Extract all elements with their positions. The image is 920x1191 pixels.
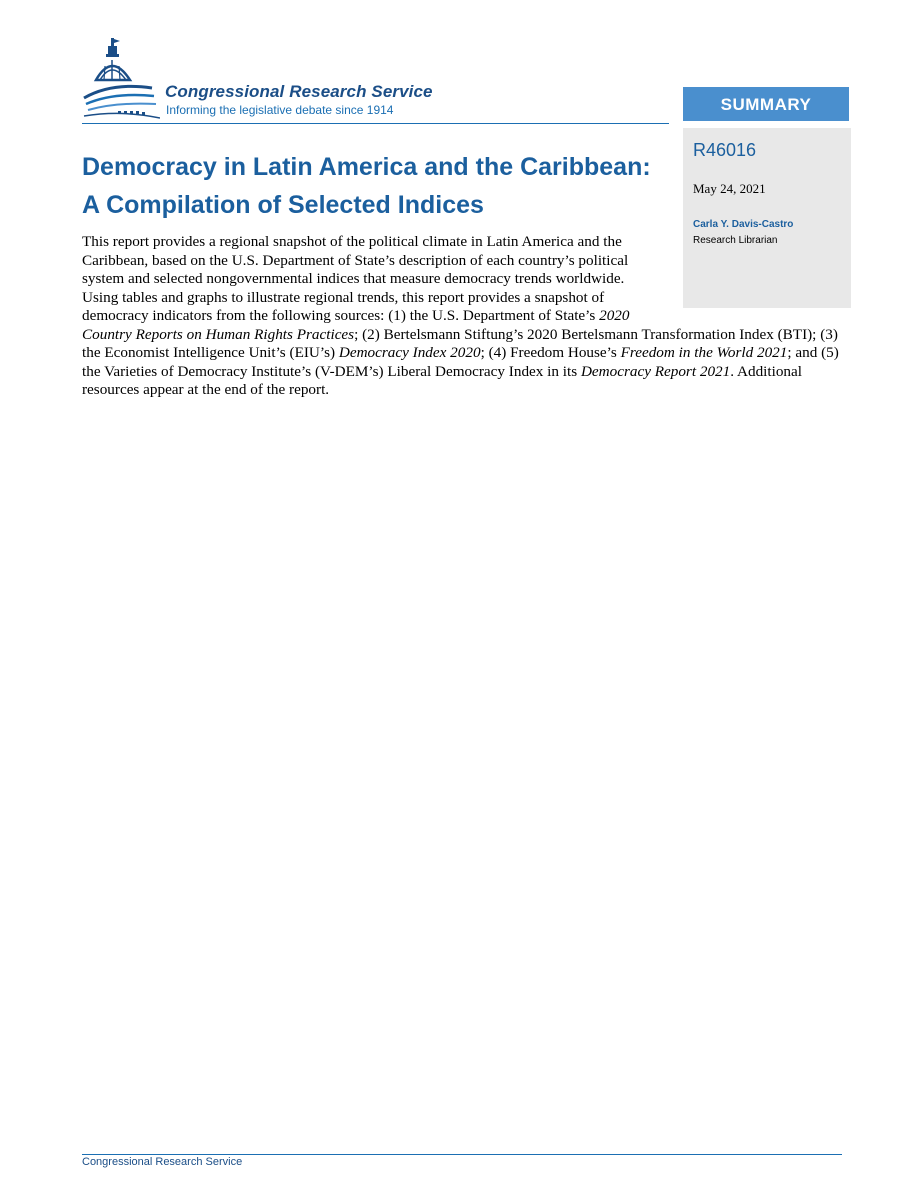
capitol-dome-icon (82, 36, 160, 120)
summary-text-3: ; (4) Freedom House’s (480, 344, 621, 361)
crs-logo (82, 36, 462, 122)
footer-divider (82, 1154, 842, 1155)
summary-label: SUMMARY (683, 87, 849, 121)
header-divider (82, 123, 669, 124)
summary-italic-4: Democracy Report 2021 (580, 362, 731, 380)
summary-text-4: ; and (5) the Varieties of Democracy Institute’s (V-DEM’s) Liberal Democracy Index in its (82, 344, 839, 380)
summary-italic-2: Democracy Index 2020 (338, 344, 481, 361)
org-tagline: Informing the legislative debate since 1914 (166, 103, 394, 117)
summary-italic-1: 2020 Country Reports on Human Rights Practices (82, 307, 630, 343)
footer-org-name: Congressional Research Service (82, 1156, 243, 1168)
author-name: Carla Y. Davis-Castro (693, 219, 794, 230)
report-date: May 24, 2021 (693, 181, 766, 196)
summary-italic-3: Freedom in the World 2021 (620, 344, 788, 361)
summary-text-2: ; (2) Bertelsmann Stiftung’s 2020 Bertelsmann Transformation Index (BTI); (3) the Economist Intelligence Unit’s (EIU’s) (82, 325, 838, 361)
summary-text-1: This report provides a regional snapshot of the political climate in Latin America and the Caribbean, based on the U.S. Department of State’s description of each country’s political system and selected nongovernmental indices that measure democracy trends worldwide. Using tables and graphs to illustrate regional trends, this report provides a snapshot of democracy indicators from the following sources: (1) the U.S. Department of State’s (82, 233, 629, 324)
summary-paragraph (82, 233, 842, 400)
sidebar-spacer (662, 233, 842, 325)
report-number: R46016 (693, 140, 757, 160)
summary-text-5: . Additional resources appear at the end of the report. (82, 362, 802, 398)
report-title: Democracy in Latin America and the Caribbean: A Compilation of Selected Indices (82, 153, 651, 219)
org-name: Congressional Research Service (165, 82, 433, 101)
author-role: Research Librarian (693, 235, 778, 246)
